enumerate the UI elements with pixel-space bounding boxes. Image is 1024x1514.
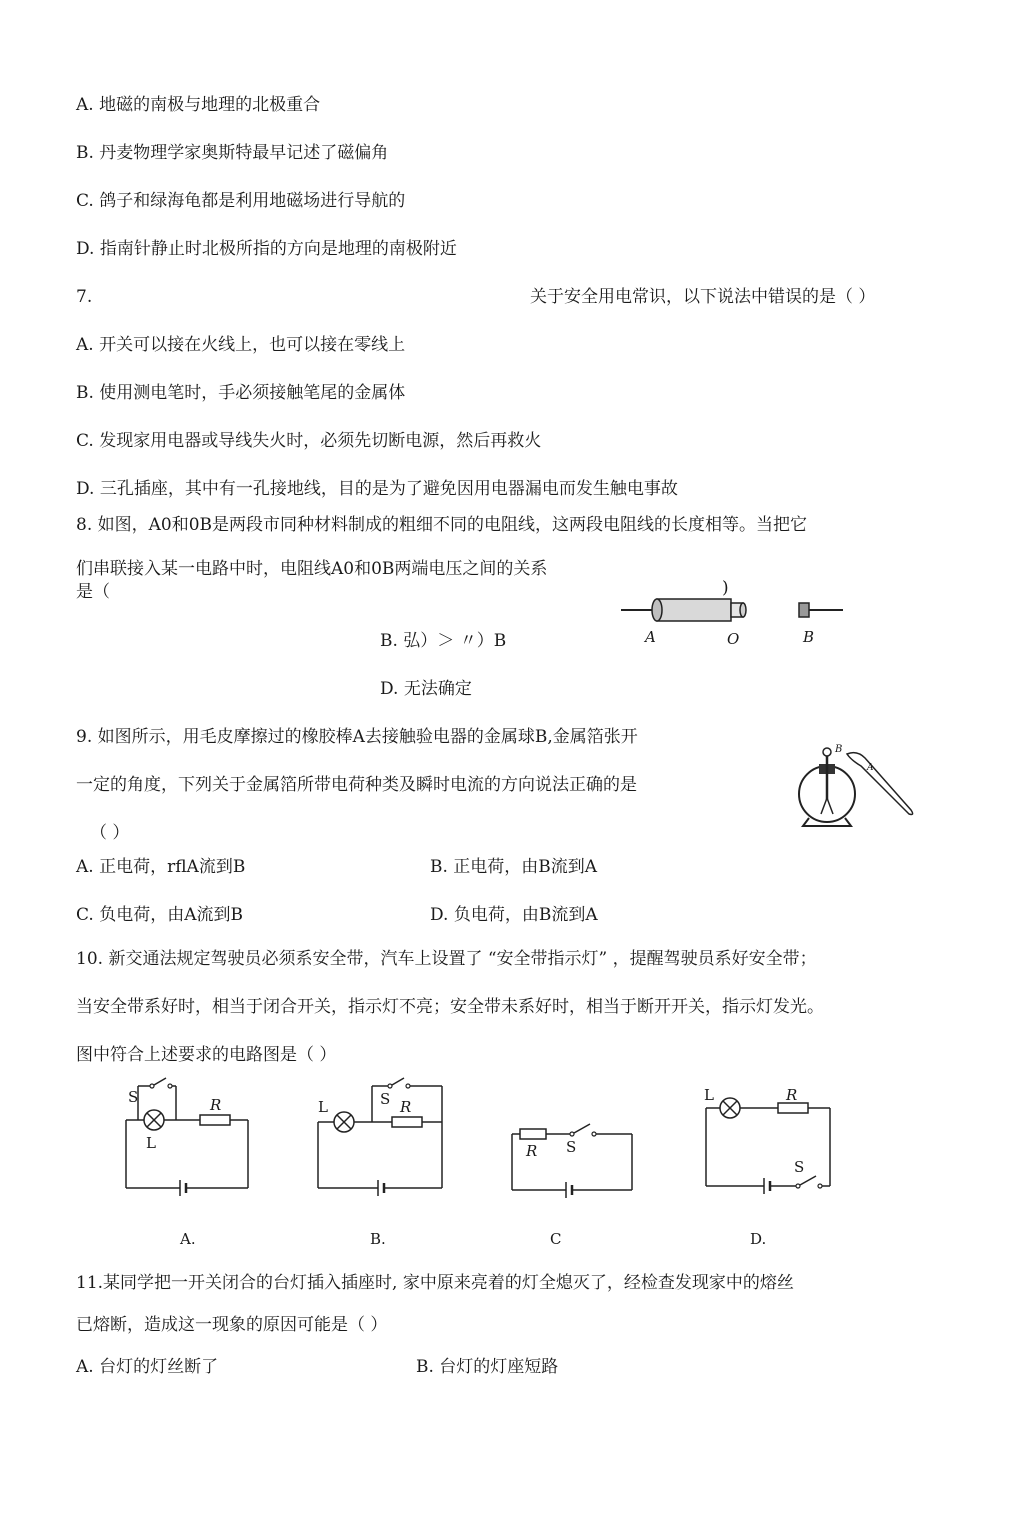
q6-option-c: C. 鸽子和绿海龟都是利用地磁场进行导航的 — [76, 191, 406, 211]
q11-option-b: B. 台灯的灯座短路 — [416, 1357, 559, 1377]
q9-paren: （ ） — [90, 823, 130, 843]
circuit-b-label-s: S — [380, 1090, 391, 1108]
q9-electroscope-figure — [795, 744, 925, 834]
circuit-b-label-r: R — [400, 1098, 412, 1116]
q7-option-a: A. 开关可以接在火线上，也可以接在零线上 — [76, 335, 406, 355]
q7-option-b: B. 使用测电笔时，手必须接触笔尾的金属体 — [76, 383, 406, 403]
q9-fig-label-a: A — [867, 763, 874, 773]
q6-option-d: D. 指南针静止时北极所指的方向是地理的南极附近 — [76, 239, 457, 259]
q8-fig-label-o: O — [727, 630, 740, 648]
q9-option-c: C. 负电荷，由A流到B — [76, 905, 243, 925]
circuit-d-label-l: L — [704, 1086, 714, 1104]
circuit-c-label-s: S — [566, 1138, 577, 1156]
circuit-c — [506, 1118, 646, 1251]
q7-stem: 关于安全用电常识，以下说法中错误的是（ ） — [530, 287, 876, 307]
q8-fig-label-b: B — [803, 628, 815, 646]
q10-stem-line1: 10. 新交通法规定驾驶员必须系安全带，汽车上设置了 “安全带指示灯” ，提醒驾驶员系好安全带； — [76, 949, 817, 969]
q11-option-a: A. 台灯的灯丝断了 — [76, 1357, 219, 1377]
q10-stem-line3: 图中符合上述要求的电路图是（ ） — [76, 1045, 337, 1065]
q8-resistor-wire-figure — [615, 590, 855, 652]
circuit-d-label-r: R — [786, 1086, 798, 1104]
circuit-c-label-r: R — [526, 1142, 538, 1160]
circuit-a-caption: A. — [180, 1230, 196, 1248]
circuit-d-label-s: S — [794, 1158, 805, 1176]
q8-option-d: D. 无法确定 — [380, 679, 472, 699]
q9-option-d: D. 负电荷，由B流到A — [430, 905, 598, 925]
q9-option-b: B. 正电荷，由B流到A — [430, 857, 598, 877]
circuit-b — [312, 1076, 452, 1251]
circuit-c-caption: C — [550, 1230, 562, 1248]
circuit-a — [118, 1076, 258, 1251]
circuit-a-label-r: R — [210, 1096, 222, 1114]
q7-option-c: C. 发现家用电器或导线失火时，必须先切断电源，然后再救火 — [76, 431, 542, 451]
q6-option-a: A. 地磁的南极与地理的北极重合 — [76, 95, 321, 115]
q8-paren: ) — [722, 578, 729, 598]
q8-stem-line1: 8. 如图，A0和0B是两段市同种材料制成的粗细不同的电阻线，这两段电阻线的长度相等。当把它 — [76, 515, 808, 535]
q8-fig-label-a: A — [645, 628, 656, 646]
q6-option-b: B. 丹麦物理学家奥斯特最早记述了磁偏角 — [76, 143, 389, 163]
circuit-b-caption: B. — [370, 1230, 386, 1248]
q9-option-a: A. 正电荷，rflA流到B — [76, 857, 246, 877]
circuit-d — [700, 1082, 840, 1251]
q7-option-d: D. 三孔插座，其中有一孔接地线，目的是为了避免因用电器漏电而发生触电事故 — [76, 479, 678, 499]
q8-stem-line2: 们串联接入某一电路中时，电阻线A0和0B两端电压之间的关系 — [76, 559, 548, 579]
circuit-b-label-l: L — [318, 1098, 328, 1116]
circuit-d-caption: D. — [750, 1230, 767, 1248]
q8-stem-line3: 是（ — [76, 582, 110, 602]
circuit-a-label-s: S — [128, 1088, 139, 1106]
q11-stem-line2: 已熔断，造成这一现象的原因可能是（ ） — [76, 1315, 388, 1335]
q10-stem-line2: 当安全带系好时，相当于闭合开关，指示灯不亮；安全带未系好时，相当于断开开关，指示灯发光。 — [76, 997, 824, 1017]
q8-option-b: B. 弘）＞ 〃）B — [380, 631, 507, 651]
q9-stem-line2: 一定的角度，下列关于金属箔所带电荷种类及瞬时电流的方向说法正确的是 — [76, 775, 637, 795]
q9-stem-line1: 9. 如图所示，用毛皮摩擦过的橡胶棒A去接触验电器的金属球B,金属箔张开 — [76, 727, 638, 747]
q11-stem-line1: 11.某同学把一开关闭合的台灯插入插座时, 家中原来亮着的灯全熄灭了，经检查发现家中的熔丝 — [76, 1273, 794, 1293]
circuit-a-label-l: L — [146, 1134, 156, 1152]
q7-number: 7. — [76, 287, 93, 307]
q9-fig-label-b: B — [835, 744, 843, 755]
